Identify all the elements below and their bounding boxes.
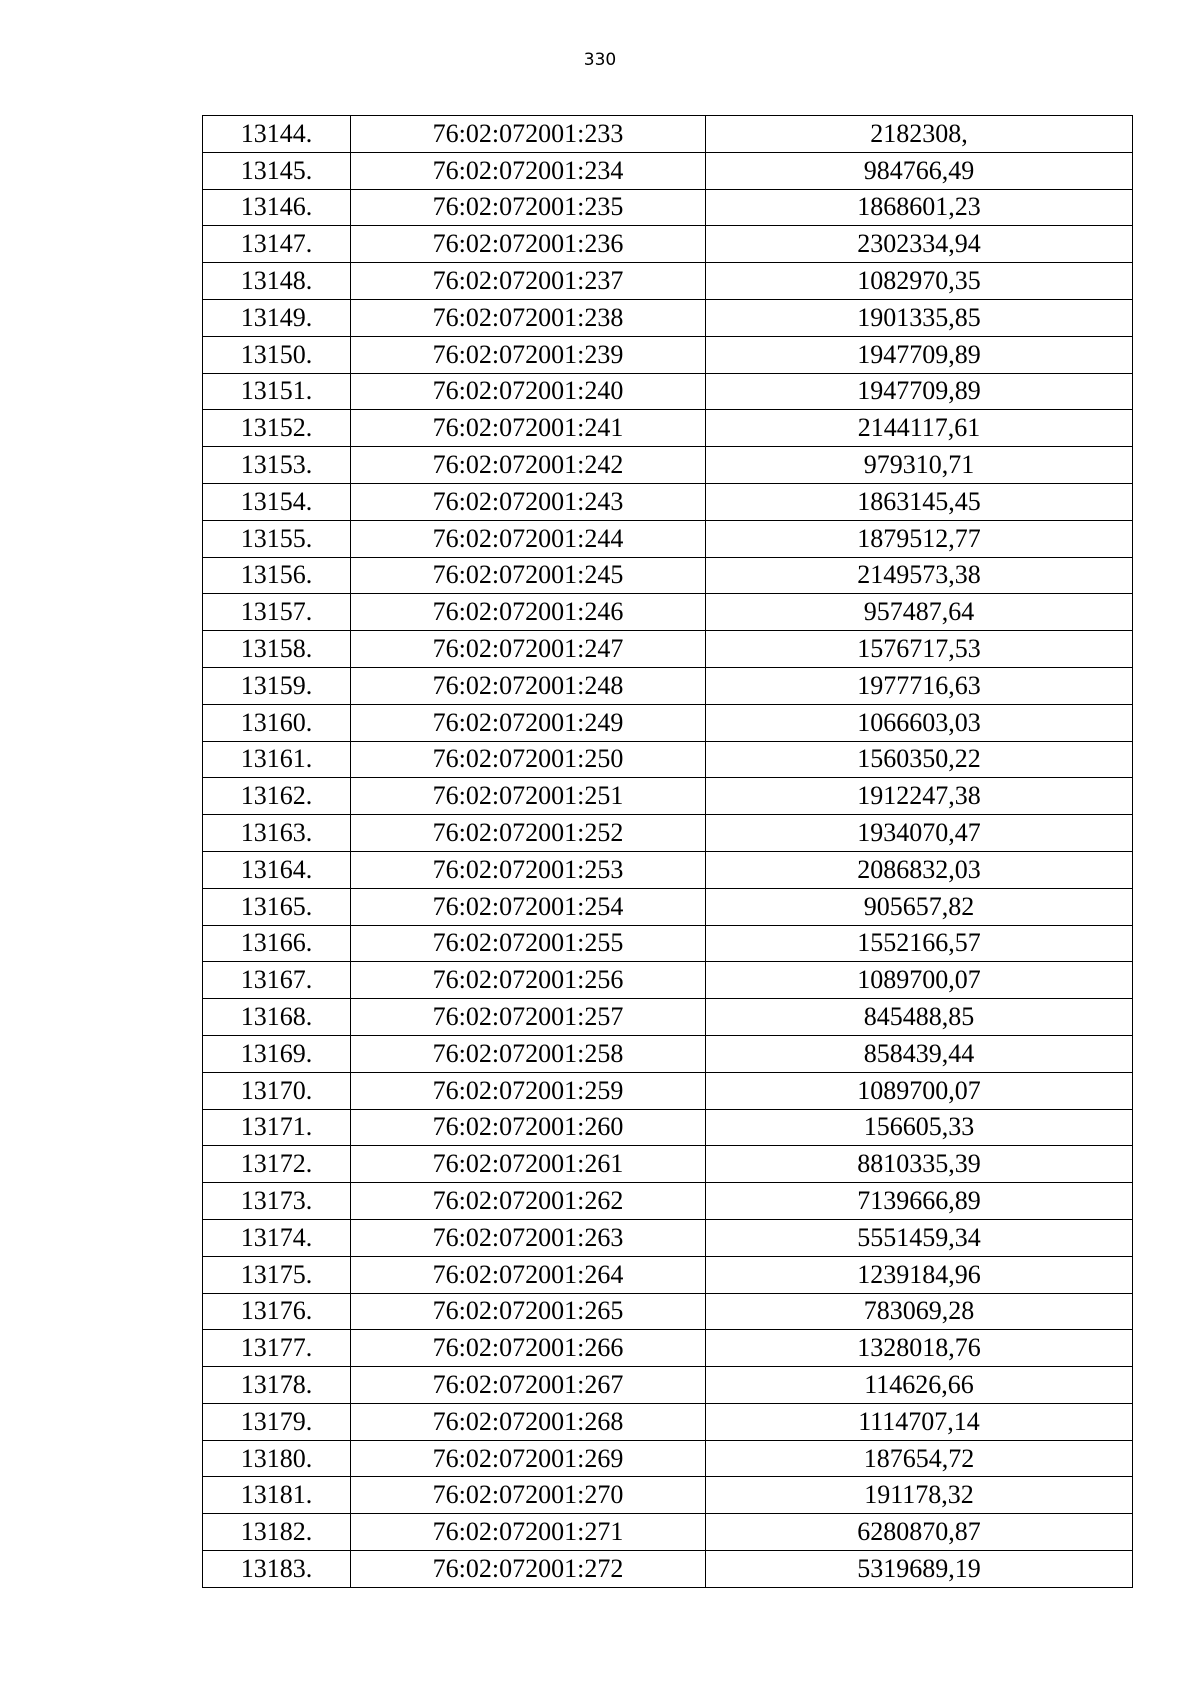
value-cell: 156605,33 [706,1109,1133,1146]
cadastral-number-cell: 76:02:072001:264 [351,1256,706,1293]
value-cell: 191178,32 [706,1477,1133,1514]
row-number-cell: 13147. [203,226,351,263]
value-cell: 187654,72 [706,1440,1133,1477]
value-cell: 1239184,96 [706,1256,1133,1293]
page-number: 330 [583,50,617,70]
value-cell: 1947709,89 [706,336,1133,373]
value-cell: 1552166,57 [706,925,1133,962]
value-cell: 8810335,39 [706,1146,1133,1183]
cadastral-number-cell: 76:02:072001:248 [351,667,706,704]
cadastral-number-cell: 76:02:072001:253 [351,851,706,888]
row-number-cell: 13164. [203,851,351,888]
value-cell: 2086832,03 [706,851,1133,888]
table-row [203,1440,1133,1477]
row-number-cell: 13153. [203,447,351,484]
row-number-cell: 13144. [203,116,351,153]
row-number-cell: 13178. [203,1367,351,1404]
table-row [203,336,1133,373]
value-cell: 6280870,87 [706,1514,1133,1551]
value-cell: 7139666,89 [706,1183,1133,1220]
table-row [203,1256,1133,1293]
row-number-cell: 13174. [203,1219,351,1256]
value-cell: 1114707,14 [706,1403,1133,1440]
row-number-cell: 13169. [203,1035,351,1072]
value-cell: 1560350,22 [706,741,1133,778]
table-row [203,1551,1133,1588]
table-row [203,815,1133,852]
cadastral-number-cell: 76:02:072001:235 [351,189,706,226]
table-row [203,1403,1133,1440]
row-number-cell: 13160. [203,704,351,741]
cadastral-number-cell: 76:02:072001:272 [351,1551,706,1588]
row-number-cell: 13159. [203,667,351,704]
table-row [203,1514,1133,1551]
cadastral-number-cell: 76:02:072001:267 [351,1367,706,1404]
row-number-cell: 13170. [203,1072,351,1109]
value-cell: 2182308, [706,116,1133,153]
value-cell: 1089700,07 [706,1072,1133,1109]
value-cell: 1868601,23 [706,189,1133,226]
table-row [203,152,1133,189]
row-number-cell: 13155. [203,520,351,557]
row-number-cell: 13158. [203,631,351,668]
row-number-cell: 13146. [203,189,351,226]
cadastral-number-cell: 76:02:072001:237 [351,263,706,300]
table-row [203,962,1133,999]
cadastral-number-cell: 76:02:072001:246 [351,594,706,631]
cadastral-number-cell: 76:02:072001:251 [351,778,706,815]
table-row [203,263,1133,300]
table-row [203,741,1133,778]
row-number-cell: 13165. [203,888,351,925]
table-row [203,520,1133,557]
row-number-cell: 13182. [203,1514,351,1551]
table-row [203,851,1133,888]
cadastral-number-cell: 76:02:072001:245 [351,557,706,594]
value-cell: 1977716,63 [706,667,1133,704]
row-number-cell: 13177. [203,1330,351,1367]
cadastral-number-cell: 76:02:072001:242 [351,447,706,484]
value-cell: 1901335,85 [706,299,1133,336]
cadastral-number-cell: 76:02:072001:243 [351,483,706,520]
table-row [203,631,1133,668]
cadastral-number-cell: 76:02:072001:234 [351,152,706,189]
row-number-cell: 13167. [203,962,351,999]
value-cell: 1947709,89 [706,373,1133,410]
value-cell: 858439,44 [706,1035,1133,1072]
cadastral-number-cell: 76:02:072001:271 [351,1514,706,1551]
row-number-cell: 13152. [203,410,351,447]
row-number-cell: 13149. [203,299,351,336]
cadastral-number-cell: 76:02:072001:263 [351,1219,706,1256]
cadastral-number-cell: 76:02:072001:269 [351,1440,706,1477]
row-number-cell: 13148. [203,263,351,300]
row-number-cell: 13161. [203,741,351,778]
row-number-cell: 13181. [203,1477,351,1514]
cadastral-number-cell: 76:02:072001:266 [351,1330,706,1367]
table-row [203,447,1133,484]
value-cell: 1934070,47 [706,815,1133,852]
value-cell: 984766,49 [706,152,1133,189]
cadastral-number-cell: 76:02:072001:259 [351,1072,706,1109]
value-cell: 979310,71 [706,447,1133,484]
cadastral-number-cell: 76:02:072001:261 [351,1146,706,1183]
row-number-cell: 13162. [203,778,351,815]
value-cell: 1082970,35 [706,263,1133,300]
value-cell: 1863145,45 [706,483,1133,520]
row-number-cell: 13173. [203,1183,351,1220]
cadastral-number-cell: 76:02:072001:241 [351,410,706,447]
cadastral-number-cell: 76:02:072001:244 [351,520,706,557]
table-row [203,704,1133,741]
cadastral-number-cell: 76:02:072001:240 [351,373,706,410]
table-row [203,299,1133,336]
row-number-cell: 13168. [203,999,351,1036]
value-cell: 957487,64 [706,594,1133,631]
cadastral-number-cell: 76:02:072001:233 [351,116,706,153]
row-number-cell: 13163. [203,815,351,852]
table-row [203,778,1133,815]
table-row [203,116,1133,153]
value-cell: 1089700,07 [706,962,1133,999]
table-row [203,888,1133,925]
value-cell: 783069,28 [706,1293,1133,1330]
row-number-cell: 13183. [203,1551,351,1588]
table-row [203,1072,1133,1109]
cadastral-number-cell: 76:02:072001:249 [351,704,706,741]
value-cell: 845488,85 [706,999,1133,1036]
cadastral-number-cell: 76:02:072001:239 [351,336,706,373]
cadastral-number-cell: 76:02:072001:257 [351,999,706,1036]
table-row [203,483,1133,520]
table-row [203,226,1133,263]
cadastral-number-cell: 76:02:072001:250 [351,741,706,778]
row-number-cell: 13172. [203,1146,351,1183]
table-row [203,189,1133,226]
value-cell: 2149573,38 [706,557,1133,594]
cadastral-number-cell: 76:02:072001:236 [351,226,706,263]
row-number-cell: 13175. [203,1256,351,1293]
cadastral-number-cell: 76:02:072001:262 [351,1183,706,1220]
row-number-cell: 13145. [203,152,351,189]
table-row [203,1109,1133,1146]
value-cell: 1912247,38 [706,778,1133,815]
table-row [203,1293,1133,1330]
table-row [203,667,1133,704]
cadastral-number-cell: 76:02:072001:260 [351,1109,706,1146]
cadastral-number-cell: 76:02:072001:255 [351,925,706,962]
row-number-cell: 13166. [203,925,351,962]
row-number-cell: 13179. [203,1403,351,1440]
row-number-cell: 13151. [203,373,351,410]
table-row [203,925,1133,962]
value-cell: 114626,66 [706,1367,1133,1404]
table-row [203,594,1133,631]
cadastral-number-cell: 76:02:072001:265 [351,1293,706,1330]
cadastral-value-table [202,115,1133,1588]
table-row [203,1146,1133,1183]
row-number-cell: 13176. [203,1293,351,1330]
value-cell: 2144117,61 [706,410,1133,447]
table-row [203,999,1133,1036]
cadastral-number-cell: 76:02:072001:256 [351,962,706,999]
row-number-cell: 13171. [203,1109,351,1146]
cadastral-number-cell: 76:02:072001:254 [351,888,706,925]
cadastral-number-cell: 76:02:072001:252 [351,815,706,852]
table-row [203,373,1133,410]
cadastral-number-cell: 76:02:072001:270 [351,1477,706,1514]
row-number-cell: 13156. [203,557,351,594]
value-cell: 5551459,34 [706,1219,1133,1256]
cadastral-number-cell: 76:02:072001:258 [351,1035,706,1072]
value-cell: 1879512,77 [706,520,1133,557]
row-number-cell: 13150. [203,336,351,373]
row-number-cell: 13154. [203,483,351,520]
value-cell: 905657,82 [706,888,1133,925]
table-row [203,1183,1133,1220]
value-cell: 5319689,19 [706,1551,1133,1588]
value-cell: 1328018,76 [706,1330,1133,1367]
row-number-cell: 13157. [203,594,351,631]
cadastral-number-cell: 76:02:072001:268 [351,1403,706,1440]
table-row [203,1330,1133,1367]
table-body [203,116,1133,1588]
row-number-cell: 13180. [203,1440,351,1477]
cadastral-number-cell: 76:02:072001:247 [351,631,706,668]
table-row [203,557,1133,594]
table-row [203,1367,1133,1404]
table-row [203,1477,1133,1514]
value-cell: 1576717,53 [706,631,1133,668]
table-row [203,1035,1133,1072]
value-cell: 2302334,94 [706,226,1133,263]
table-row [203,410,1133,447]
value-cell: 1066603,03 [706,704,1133,741]
cadastral-number-cell: 76:02:072001:238 [351,299,706,336]
table-row [203,1219,1133,1256]
